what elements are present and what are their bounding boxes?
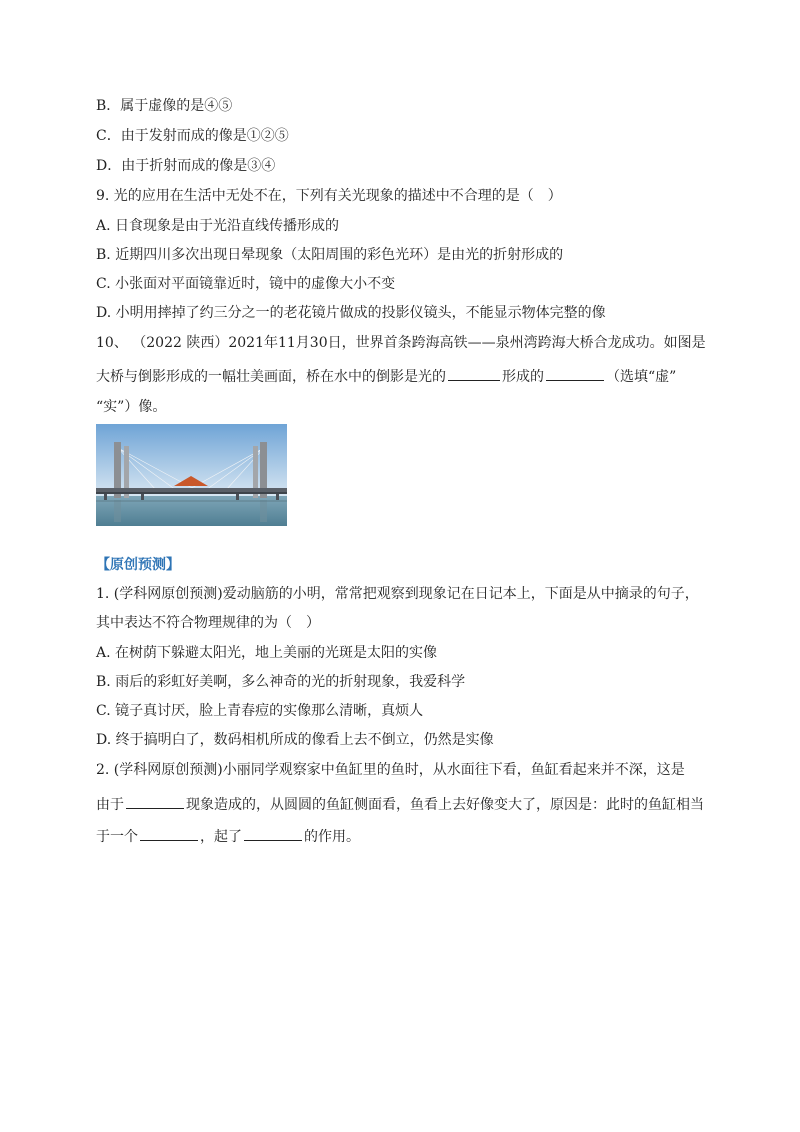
answer-blank[interactable] xyxy=(448,366,500,381)
bridge-photo xyxy=(96,424,287,526)
option-p1a: A. 在树荫下躲避太阳光，地上美丽的光斑是太阳的实像 xyxy=(96,645,438,661)
question-10-line2 xyxy=(96,366,740,386)
option-8c: C．由于发射而成的像是①②⑤ xyxy=(96,128,289,144)
question-10-line1: 10、 （2022 陕西）2021年11月30日，世界首条跨海高铁——泉州湾跨海大桥合龙成功。如图是 xyxy=(96,335,706,351)
question-10-text-b: 形成的 xyxy=(502,369,544,385)
option-9a: A. 日食现象是由于光沿直线传播形成的 xyxy=(96,218,340,234)
prediction-1-line1: 1. (学科网原创预测)爱动脑筋的小明，常常把观察到现象记在日记本上，下面是从中摘录的句子， xyxy=(96,586,699,602)
option-8b: B．属于虚像的是④⑤ xyxy=(96,98,233,114)
question-10-text-c: （选填“虚” xyxy=(606,369,677,385)
section-title-original-prediction: 【原创预测】 xyxy=(96,557,180,573)
answer-blank[interactable] xyxy=(244,826,302,841)
option-9d: D. 小明用摔掉了约三分之一的老花镜片做成的投影仪镜头，不能显示物体完整的像 xyxy=(96,305,606,321)
answer-blank[interactable] xyxy=(546,366,604,381)
prediction-2-line1: 2. (学科网原创预测)小丽同学观察家中鱼缸里的鱼时，从水面往下看，鱼缸看起来并不深，这是 xyxy=(96,762,685,778)
prediction-2-text-c: 于一个 xyxy=(96,829,138,845)
option-p1c: C. 镜子真讨厌，脸上青春痘的实像那么清晰，真烦人 xyxy=(96,703,424,719)
question-10-text-a: 大桥与倒影形成的一幅壮美画面，桥在水中的倒影是光的 xyxy=(96,369,446,385)
answer-blank[interactable] xyxy=(126,794,184,809)
prediction-2-text-a: 由于 xyxy=(96,797,124,813)
question-10-line3: “实”）像。 xyxy=(96,399,167,415)
prediction-2-line3 xyxy=(96,826,740,846)
prediction-2-text-b: 现象造成的，从圆圆的鱼缸侧面看，鱼看上去好像变大了，原因是：此时的鱼缸相当 xyxy=(186,797,704,813)
prediction-2-text-e: 的作用。 xyxy=(304,829,360,845)
option-9c: C. 小张面对平面镜靠近时，镜中的虚像大小不变 xyxy=(96,276,396,292)
option-p1d: D. 终于搞明白了，数码相机所成的像看上去不倒立，仍然是实像 xyxy=(96,732,494,748)
prediction-2-line2 xyxy=(96,794,740,814)
option-8d: D．由于折射而成的像是③④ xyxy=(96,158,276,174)
option-9b: B. 近期四川多次出现日晕现象（太阳周围的彩色光环）是由光的折射形成的 xyxy=(96,247,564,263)
prediction-1-line2: 其中表达不符合物理规律的为（ ） xyxy=(96,615,320,631)
option-p1b: B. 雨后的彩虹好美啊，多么神奇的光的折射现象，我爱科学 xyxy=(96,674,466,690)
question-9: 9. 光的应用在生活中无处不在，下列有关光现象的描述中不合理的是（ ） xyxy=(96,188,562,204)
prediction-2-text-d: ，起了 xyxy=(200,829,242,845)
answer-blank[interactable] xyxy=(140,826,198,841)
